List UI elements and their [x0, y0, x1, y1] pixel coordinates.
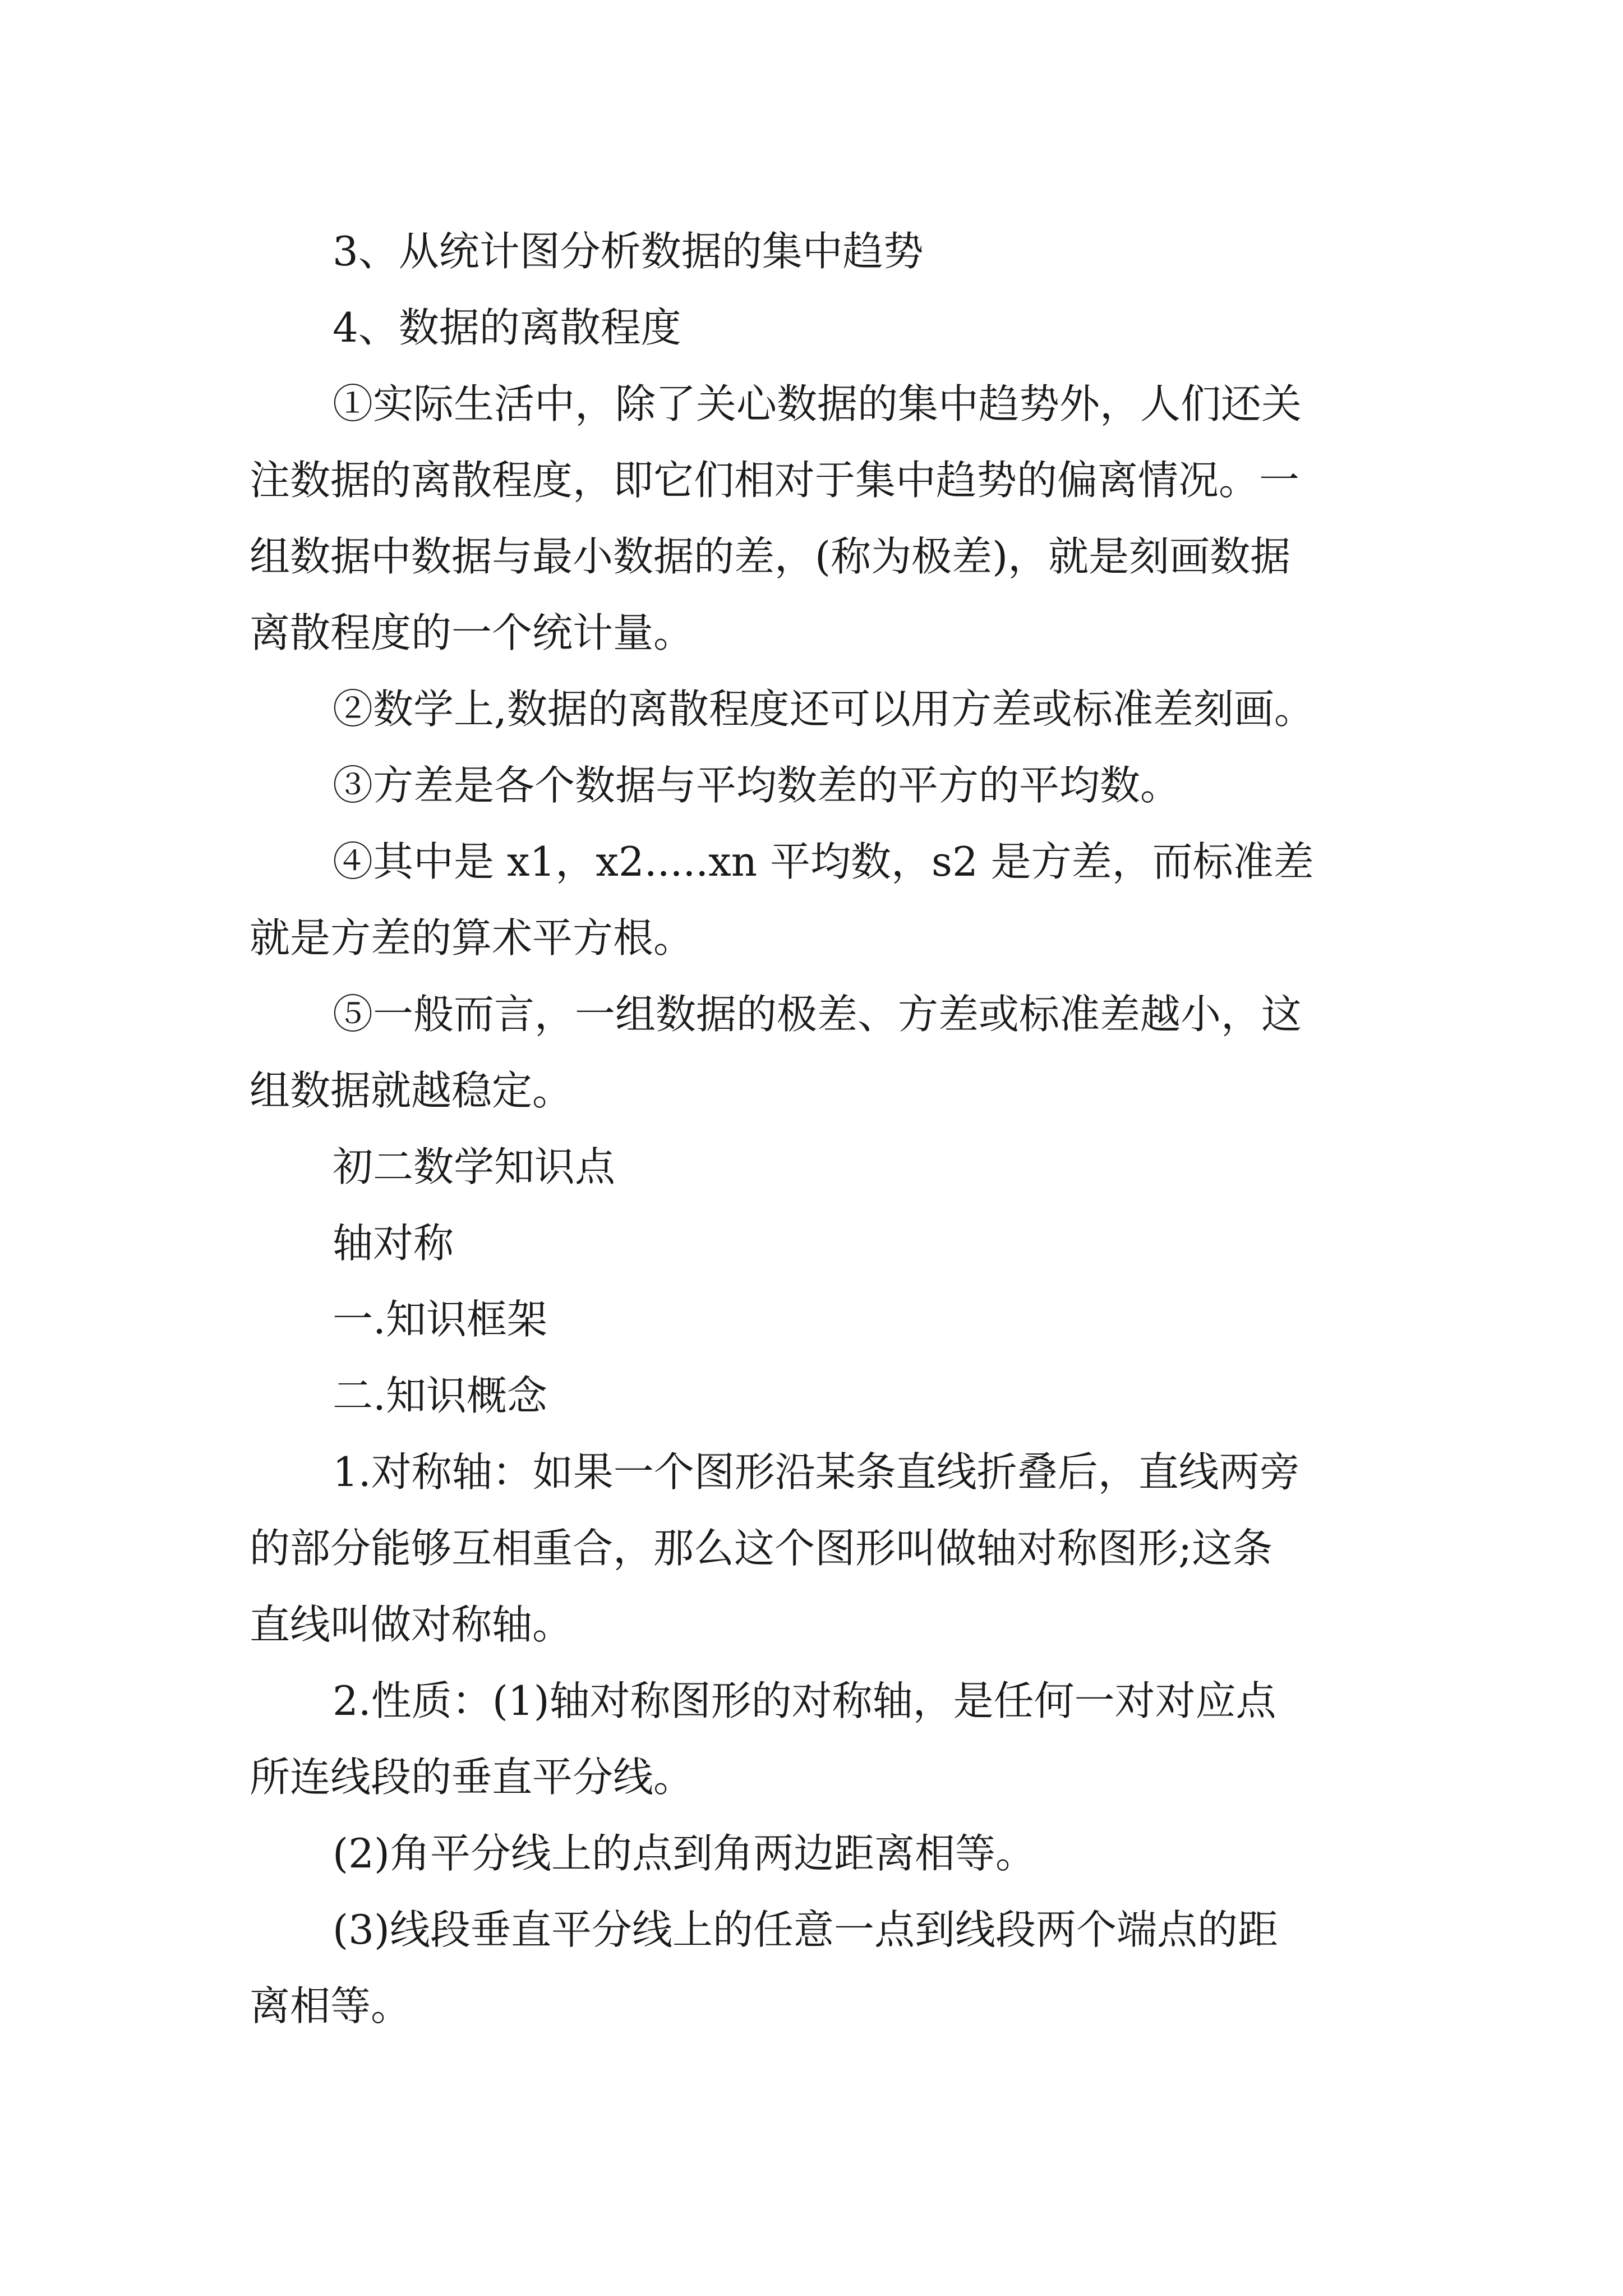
heading-4: 4、数据的离散程度 [333, 304, 681, 351]
subsection-title: 轴对称 [333, 1220, 454, 1267]
document-body [250, 213, 1388, 2044]
paragraph-line: ③方差是各个数据与平均数差的平方的平均数。 [333, 762, 1181, 809]
paragraph-line: 组数据中数据与最小数据的差，(称为极差)，就是刻画数据 [250, 533, 1291, 580]
paragraph-line: 离散程度的一个统计量。 [250, 609, 694, 656]
paragraph-line: (2)角平分线上的点到角两边距离相等。 [333, 1830, 1036, 1877]
paragraph-line: 组数据就越稳定。 [250, 1067, 573, 1114]
paragraph-line: 1.对称轴：如果一个图形沿某条直线折叠后，直线两旁 [333, 1448, 1300, 1496]
paragraph-line: 的部分能够互相重合，那么这个图形叫做轴对称图形;这条 [250, 1525, 1273, 1572]
paragraph-line: 2.性质：(1)轴对称图形的对称轴，是任何一对对应点 [333, 1677, 1276, 1724]
paragraph-line: ④其中是 x1，x2.....xn 平均数，s2 是方差，而标准差 [333, 838, 1314, 885]
heading-3: 3、从统计图分析数据的集中趋势 [333, 228, 924, 275]
paragraph-line: 所连线段的垂直平分线。 [250, 1754, 694, 1801]
paragraph-line: 就是方差的算术平方根。 [250, 914, 694, 961]
paragraph-line: ②数学上,数据的离散程度还可以用方差或标准差刻画。 [333, 685, 1315, 733]
paragraph-line: 离相等。 [250, 1982, 412, 2030]
paragraph-line: (3)线段垂直平分线上的任意一点到线段两个端点的距 [333, 1906, 1278, 1953]
paragraph-line: 直线叫做对称轴。 [250, 1601, 573, 1648]
paragraph-line: ⑤一般而言，一组数据的极差、方差或标准差越小，这 [333, 991, 1302, 1038]
paragraph-line: ①实际生活中，除了关心数据的集中趋势外，人们还关 [333, 380, 1302, 427]
outline-heading: 一.知识框架 [333, 1296, 547, 1343]
outline-heading: 二.知识概念 [333, 1372, 547, 1419]
section-title: 初二数学知识点 [333, 1143, 616, 1190]
paragraph-line: 注数据的离散程度，即它们相对于集中趋势的偏离情况。一 [250, 457, 1300, 504]
